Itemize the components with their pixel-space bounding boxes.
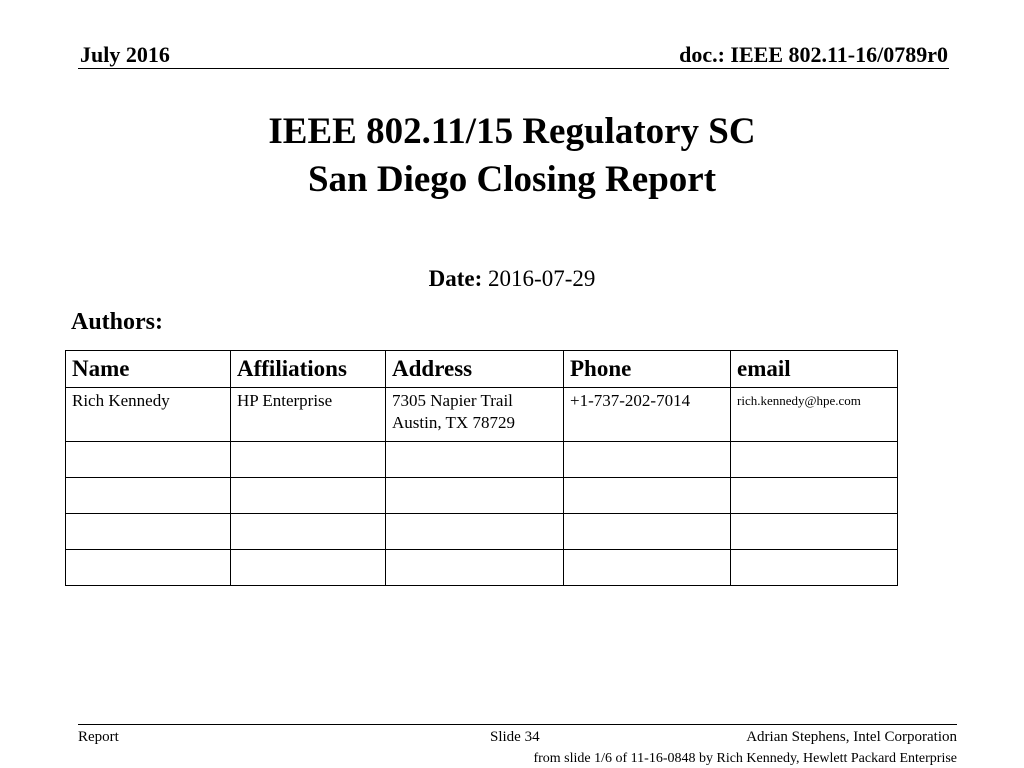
date-label: Date:: [428, 266, 483, 291]
author-address-line-1: 7305 Napier Trail: [392, 391, 513, 410]
empty-cell: [231, 442, 386, 478]
table-row: [66, 550, 898, 586]
author-address-line-2: Austin, TX 78729: [392, 413, 515, 432]
authors-table: [65, 350, 898, 586]
footer-source-note: from slide 1/6 of 11-16-0848 by Rich Kennedy, Hewlett Packard Enterprise: [533, 751, 957, 766]
empty-cell: [386, 514, 564, 550]
author-name-cell: Rich Kennedy: [66, 388, 231, 442]
empty-cell: [731, 442, 898, 478]
footer-author: Adrian Stephens, Intel Corporation: [746, 729, 957, 745]
empty-cell: [731, 514, 898, 550]
date-value: 2016-07-29: [488, 266, 596, 291]
empty-cell: [66, 442, 231, 478]
table-row: [66, 442, 898, 478]
date-line: [0, 266, 1024, 292]
column-header-phone: Phone: [564, 351, 731, 388]
empty-cell: [386, 550, 564, 586]
header-date: July 2016: [80, 42, 170, 67]
empty-cell: [386, 478, 564, 514]
empty-cell: [564, 514, 731, 550]
author-email-cell: rich.kennedy@hpe.com: [731, 388, 898, 442]
empty-cell: [231, 514, 386, 550]
empty-cell: [731, 550, 898, 586]
footer-divider: [78, 724, 957, 725]
empty-cell: [66, 478, 231, 514]
author-address-cell: [386, 388, 564, 442]
column-header-address: Address: [386, 351, 564, 388]
empty-cell: [66, 550, 231, 586]
empty-cell: [731, 478, 898, 514]
empty-cell: [231, 478, 386, 514]
slide-title-line-2: San Diego Closing Report: [307, 159, 717, 200]
slide-title-line-1: IEEE 802.11/15 Regulatory SC: [268, 111, 756, 152]
author-affiliation-cell: HP Enterprise: [231, 388, 386, 442]
column-header-email: email: [731, 351, 898, 388]
empty-cell: [564, 550, 731, 586]
authors-label: Authors:: [71, 309, 164, 335]
slide-title: [0, 108, 1024, 204]
table-row: [66, 478, 898, 514]
header-divider: [78, 68, 949, 69]
empty-cell: [66, 514, 231, 550]
table-row: [66, 514, 898, 550]
column-header-affiliations: Affiliations: [231, 351, 386, 388]
authors-table-header-row: [66, 351, 898, 388]
header-doc-id: doc.: IEEE 802.11-16/0789r0: [679, 42, 948, 67]
slide-number: Slide 34: [490, 729, 540, 745]
table-row: [66, 388, 898, 442]
column-header-name: Name: [66, 351, 231, 388]
empty-cell: [386, 442, 564, 478]
footer-left: Report: [78, 729, 119, 745]
empty-cell: [564, 478, 731, 514]
empty-cell: [564, 442, 731, 478]
author-phone-cell: +1-737-202-7014: [564, 388, 731, 442]
empty-cell: [231, 550, 386, 586]
